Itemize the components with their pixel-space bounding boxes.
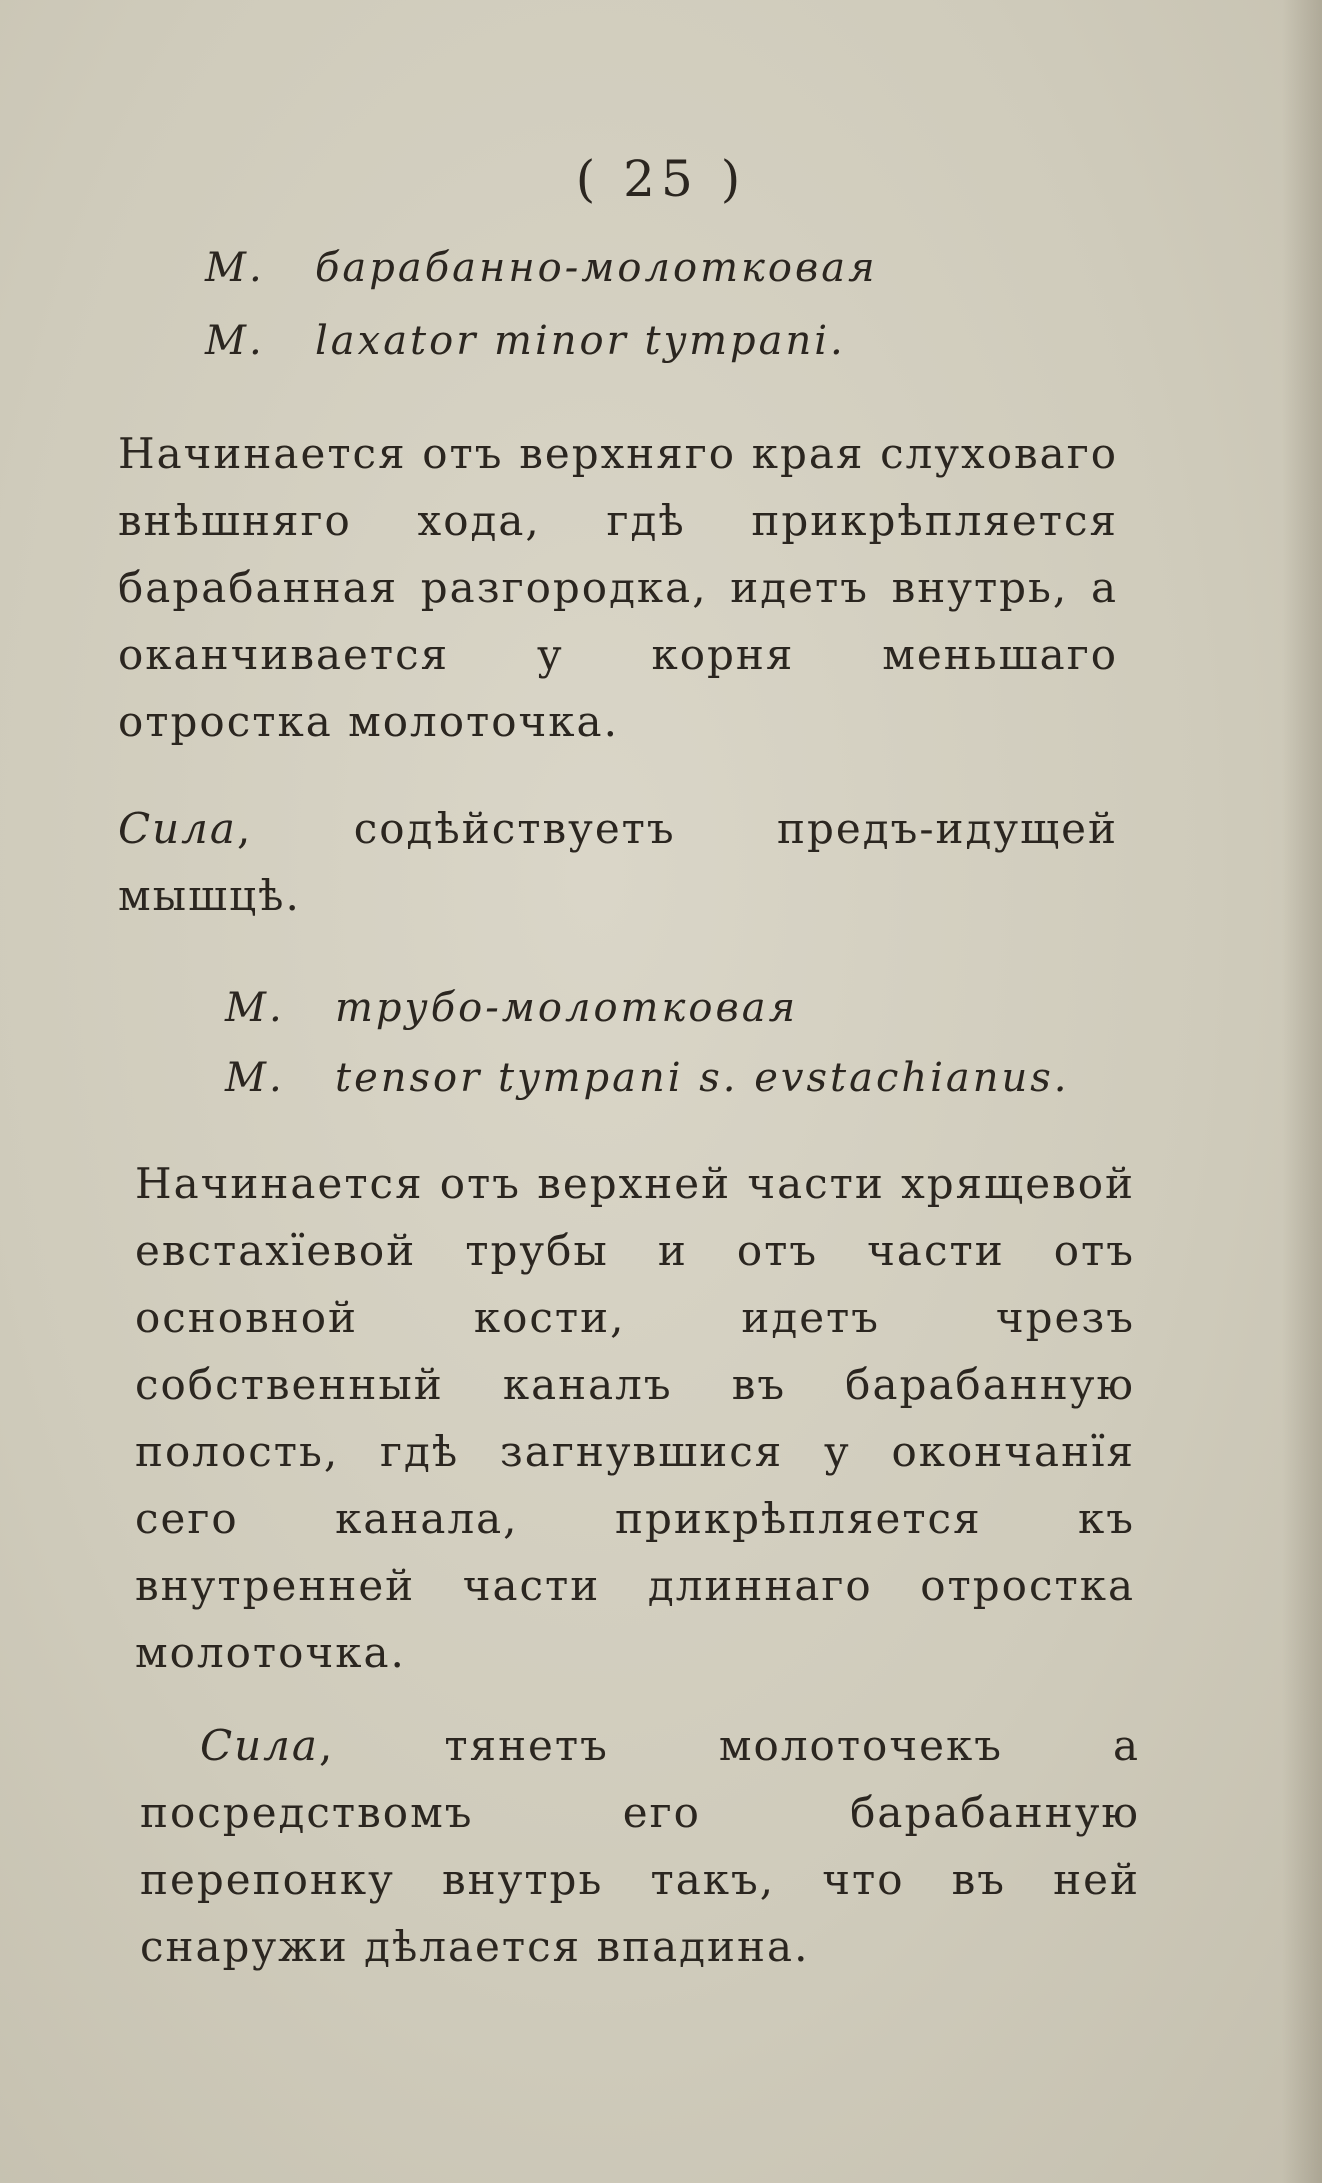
muscle-prefix: M.: [225, 1055, 285, 1101]
muscle-name: трубо-молотковая: [335, 985, 799, 1031]
origin-paragraph: Начинается отъ верхней части хрящевой евстахїевой трубы и отъ части отъ основной кости, идетъ чрезъ собственный каналъ въ барабанную полость, гдѣ загнувшися у окончанїя сего канала, прикрѣпляется къ внутренней части длиннаго отростка молоточка.: [135, 1159, 1135, 1677]
page-edge-shadow: [1282, 0, 1322, 2183]
muscle-prefix: M.: [225, 985, 285, 1031]
muscle-name: tensor tympani s. evstachianus.: [335, 1055, 1070, 1101]
force-label: Сила: [200, 1721, 319, 1770]
muscle-name-latin: [225, 1055, 1070, 1101]
muscle-name-russian: [205, 245, 878, 291]
force-text: , содѣйствуетъ предъ-идущей мышцѣ.: [118, 804, 1118, 920]
muscle-name-latin: [205, 318, 846, 364]
page-number: ( 25 ): [575, 150, 747, 208]
force-label: Сила: [118, 804, 237, 853]
muscle-name: барабанно-молотковая: [315, 245, 878, 291]
muscle-prefix: M.: [205, 245, 265, 291]
origin-paragraph: Начинается отъ верхняго края слуховаго внѣшняго хода, гдѣ прикрѣпляется барабанная разгородка, идетъ внутрь, а оканчивается у корня меньшаго отростка молоточка.: [118, 429, 1118, 746]
muscle-name-russian: [225, 985, 798, 1031]
function-paragraph: [118, 795, 1118, 929]
muscle-prefix: M.: [205, 318, 265, 364]
force-text: , тянетъ молоточекъ а посредствомъ его барабанную перепонку внутрь такъ, что въ ней снаружи дѣлается впадина.: [140, 1721, 1140, 1971]
muscle-name: laxator minor tympani.: [315, 318, 846, 364]
function-paragraph: [140, 1712, 1140, 1980]
